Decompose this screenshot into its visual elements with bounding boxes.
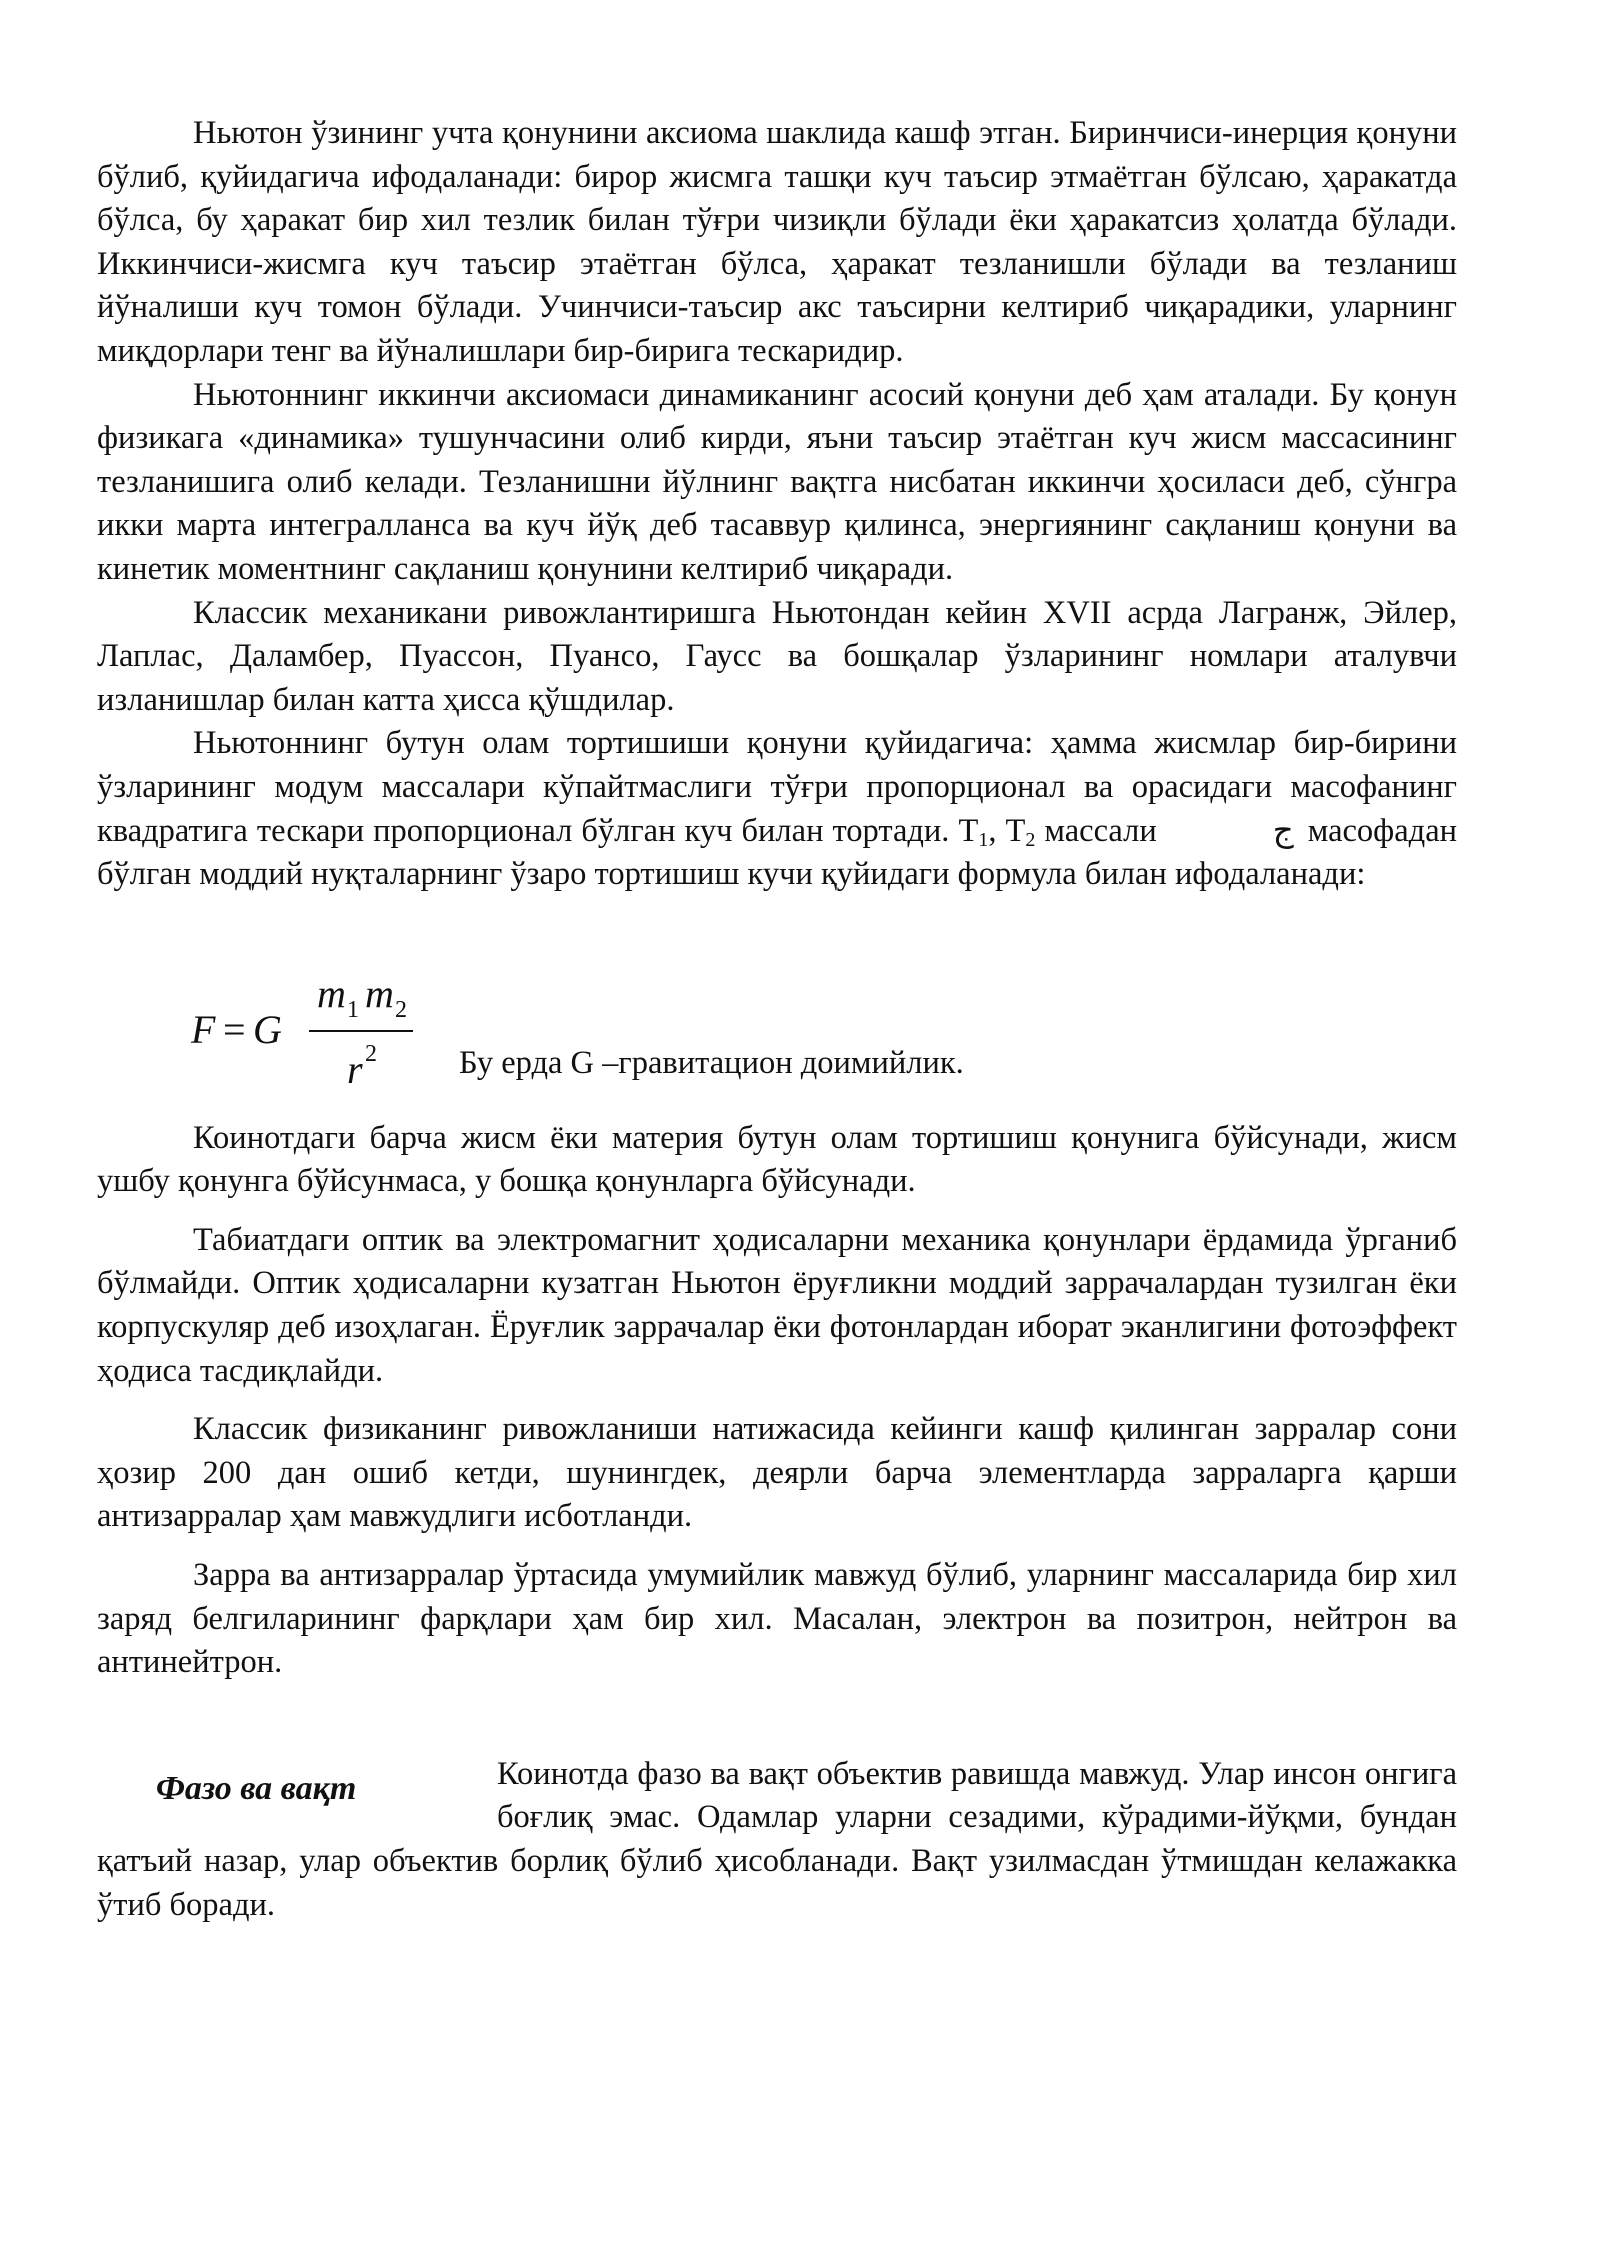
formula-mass-two-index: 2 <box>395 996 407 1023</box>
formula-force: F <box>191 1006 216 1052</box>
paragraph-second-axiom: Ньютоннинг иккинчи аксиомаси динамиканинг асосий қонуни деб ҳам аталади. Бу қонун физикага «динамика» тушунчасини олиб кирди, яъни таъсир этаётган куч жисм массасининг тезланишига олиб келади. Тезланишни йўлнинг вақтга нисбатан иккинчи ҳосиласи деб, сўнгра икки марта интегралланса ва куч йўқ деб тасаввур қилинса, энергиянинг сақланиш қонуни ва кинетик моментнинг сақланиш қонунини келтириб чиқаради. <box>97 376 1457 587</box>
gravitation-formula <box>189 965 449 1095</box>
paragraph-antiparticles: Классик физиканинг ривожланиши натижасида кейинги кашф қилинган зарралар сони ҳозир 200 дан ошиб кетди, шунингдек, деярли барча элементларда зарраларга қарши антизарралар ҳам мавжудлиги исботланди. <box>97 1411 1457 1535</box>
formula-gravity-constant: G <box>253 1006 282 1052</box>
formula-distance-exponent: 2 <box>365 1040 377 1067</box>
formula-mass-one: m <box>317 970 346 1016</box>
distance-symbol: ج <box>1272 812 1294 849</box>
formula-equals: = <box>223 1006 246 1052</box>
formula-mass-two: m <box>365 970 394 1016</box>
paragraph-optics: Табиатдаги оптик ва электромагнит ҳодисаларни механика қонунлари ёрдамида ўрганиб бўлмайди. Оптик ҳодисаларни кузатган Ньютон ёруғликни моддий заррачалардан тузилган ёки корпускуляр деб изоҳлаган. Ёруғлик заррачалар ёки фотонлардан иборат эканлигини фотоэффект ҳодиса тасдиқлайди. <box>97 1221 1457 1389</box>
gravitation-text-end: масофадан бўлган моддий нуқталарнинг ўзаро тортишиш кучи қуйидаги формула билан ифодаланади: <box>97 812 1458 893</box>
paragraph-gravitation-law <box>97 722 1457 896</box>
gravitation-text-middle: , Т <box>988 812 1026 849</box>
document-page <box>97 112 1457 1927</box>
paragraph-newton-laws: Ньютон ўзининг учта қонунини аксиома шаклида кашф этган. Биринчиси-инерция қонуни бўлиб, қуйидагича ифодаланади: бирор жисмга ташқи куч таъсир этмаётган бўлсаю, ҳаракатда бўлса, бу ҳаракат бир хил тезлик билан тўғри чизиқли бўлади ёки ҳаракатсиз ҳолатда бўлади. Иккинчиси-жисмга куч таъсир этаётган бўлса, ҳаракат тезланишли бўлади ва тезланиш йўналиши куч томон бўлади. Учинчиси-таъсир акс таъсирни келтириб чиқарадики, уларнинг миқдорлари тенг ва йўналишлари бир-бирига тескаридир. <box>97 115 1457 369</box>
formula-mass-one-index: 1 <box>347 996 359 1023</box>
subscript-two: 2 <box>1025 828 1036 851</box>
formula-block <box>97 897 1457 1102</box>
paragraph-classical-mechanics: Классик механикани ривожлантиришга Ньютондан кейин XVII асрда Лагранж, Эйлер, Лаплас, Даламбер, Пуассон, Пуансо, Гаусс ва бошқалар ўзларининг номлари аталувчи изланишлар билан катта ҳисса қўшдилар. <box>97 594 1457 718</box>
subscript-one: 1 <box>978 828 989 851</box>
section-heading: Фазо ва вақт <box>156 1769 357 1807</box>
formula-distance: r <box>347 1046 363 1092</box>
paragraph-particle-pairs: Зарра ва антизарралар ўртасида умумийлик мавжуд бўлиб, уларнинг массаларида бир хил заряд белгиларининг фарқлари ҳам бир хил. Масалан, электрон ва позитрон, нейтрон ва антинейтрон. <box>97 1557 1457 1681</box>
paragraph-universe-gravity: Коинотдаги барча жисм ёки материя бутун олам тортишиш қонунига бўйсунади, жисм ушбу қонунга бўйсунмаса, у бошқа қонунларга бўйсунади. <box>97 1119 1457 1200</box>
section-space-time <box>97 1753 1457 1927</box>
formula-explanation: Бу ерда G –гравитацион доимийлик. <box>459 1044 964 1081</box>
gravitation-text-masses: массали <box>1035 812 1157 849</box>
gravitation-text-start: Ньютоннинг бутун олам тортишиши қонуни қуйидагича: ҳамма жисмлар бир-бирини ўзларининг модум массалари кўпайтмаслиги тўғри пропорционал ва орасидаги масофанинг квадратига тескари пропорционал бўлган куч билан тортади. Т <box>97 725 1457 849</box>
paragraph-space-time: Коинотда фазо ва вақт объектив равишда мавжуд. Улар инсон онгига боғлиқ эмас. Одамлар уларни сезадими, кўрадими-йўқми, бундан қатъий назар, улар объектив борлиқ бўлиб ҳисобланади. Вақт узилмасдан ўтмишдан келажакка ўтиб боради. <box>97 1755 1457 1923</box>
